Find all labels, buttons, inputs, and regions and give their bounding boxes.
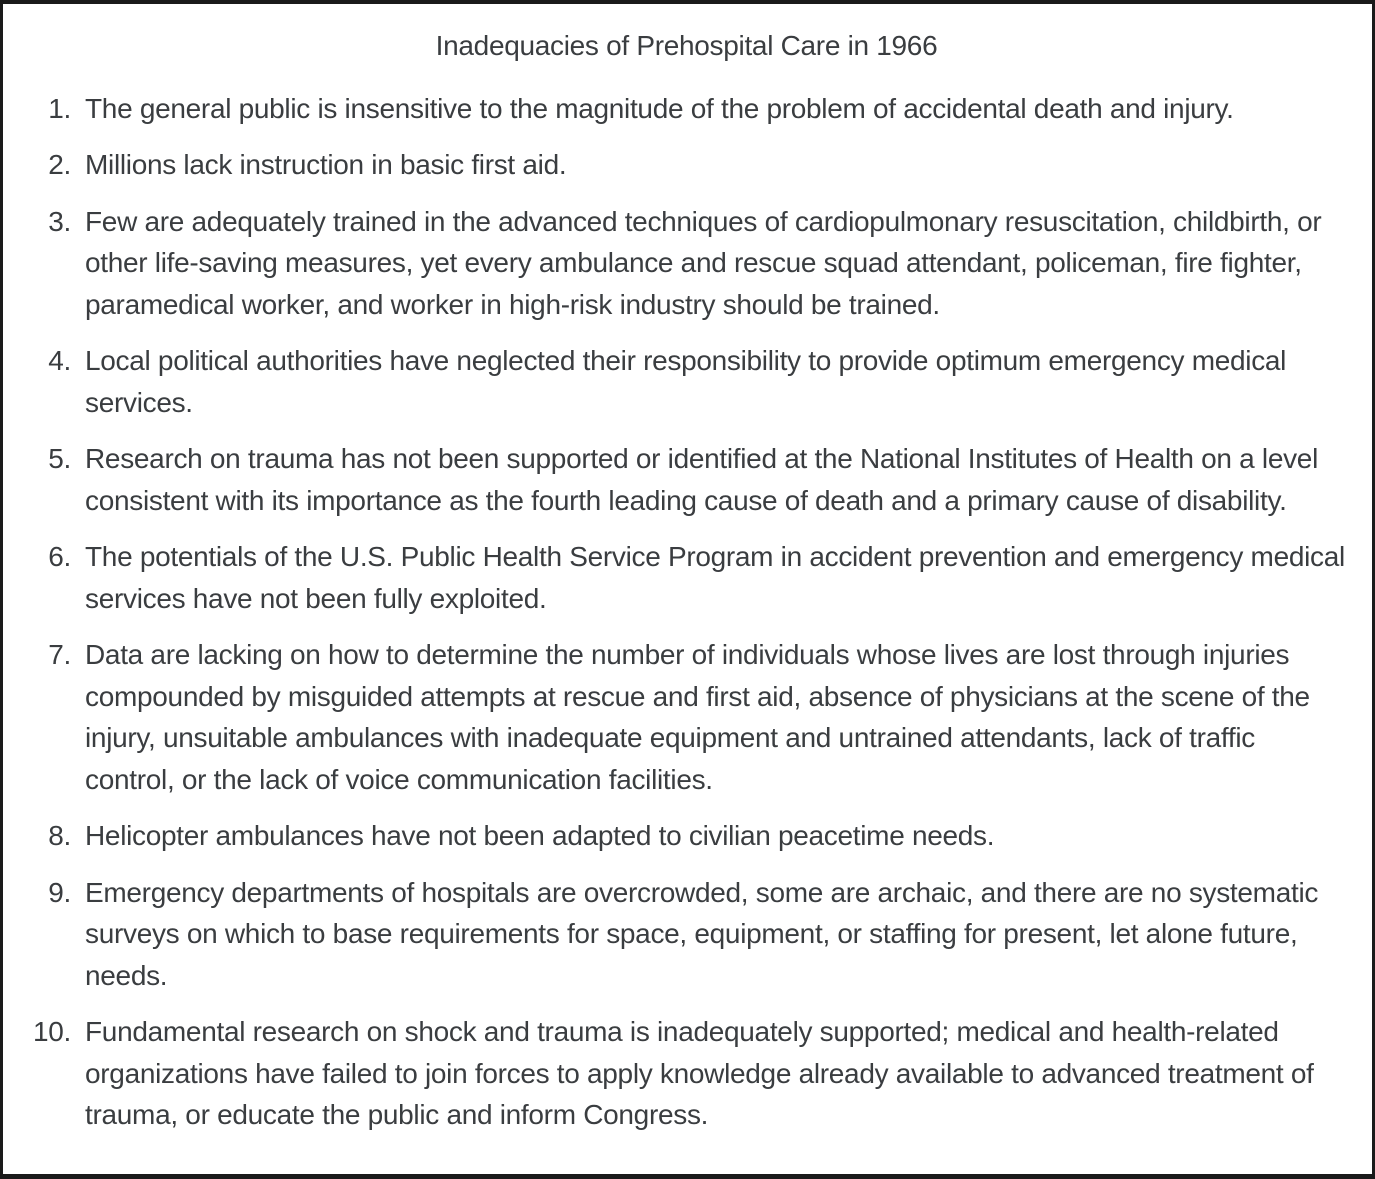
item-text: The potentials of the U.S. Public Health Service Program in accident prevention and emergency medical services have not been fully exploited. xyxy=(85,541,1345,614)
item-text: Research on trauma has not been supported or identified at the National Institutes of Health on a level consistent with its importance as the fourth leading cause of death and a primary cause of disability. xyxy=(85,443,1318,516)
document-title: Inadequacies of Prehospital Care in 1966 xyxy=(435,30,938,61)
item-number: 8. xyxy=(48,820,71,851)
item-text: Local political authorities have neglected their responsibility to provide optimum emergency medical services. xyxy=(85,345,1287,418)
item-number: 9. xyxy=(48,876,71,908)
numbered-list xyxy=(25,88,1348,1136)
list-item xyxy=(25,144,1348,186)
item-text: Few are adequately trained in the advanced techniques of cardiopulmonary resuscitation, childbirth, or other life-saving measures, yet every ambulance and rescue squad attendant, policeman, fire fighter, paramedical worker, and worker in high-risk industry should be trained. xyxy=(85,205,1322,320)
list-item xyxy=(25,536,1348,619)
list-item xyxy=(25,201,1348,326)
list-item xyxy=(25,872,1348,997)
list-item xyxy=(25,815,1348,857)
item-text: Millions lack instruction in basic first aid. xyxy=(85,149,567,180)
item-text: The general public is insensitive to the magnitude of the problem of accidental death and injury. xyxy=(85,92,1234,124)
item-number: 6. xyxy=(48,541,71,572)
item-number: 2. xyxy=(48,149,71,180)
list-item xyxy=(25,88,1348,130)
list-item xyxy=(25,438,1348,521)
item-number: 1. xyxy=(48,92,71,124)
item-number: 4. xyxy=(48,345,71,376)
item-number: 7. xyxy=(48,639,71,670)
list-item xyxy=(25,634,1348,800)
list-item xyxy=(25,1011,1348,1136)
item-text: Fundamental research on shock and trauma is inadequately supported; medical and health-related organizations have failed to join forces to apply knowledge already available to advanced treatment of trauma, or educate the public and inform Congress. xyxy=(85,1016,1314,1130)
item-number: 5. xyxy=(48,443,71,474)
item-text: Helicopter ambulances have not been adapted to civilian peacetime needs. xyxy=(85,820,995,851)
item-text: Emergency departments of hospitals are overcrowded, some are archaic, and there are no systematic surveys on which to base requirements for space, equipment, or staffing for present, let alone future, needs. xyxy=(85,876,1319,991)
item-number: 10. xyxy=(32,1016,71,1047)
list-item xyxy=(25,340,1348,423)
item-text: Data are lacking on how to determine the number of individuals whose lives are lost through injuries compounded by misguided attempts at rescue and first aid, absence of physicians at the scene of the injury, unsuitable ambulances with inadequate equipment and untrained attendants, lack of traffic control, or the lack of voice communication facilities. xyxy=(85,639,1310,795)
item-number: 3. xyxy=(48,205,71,237)
